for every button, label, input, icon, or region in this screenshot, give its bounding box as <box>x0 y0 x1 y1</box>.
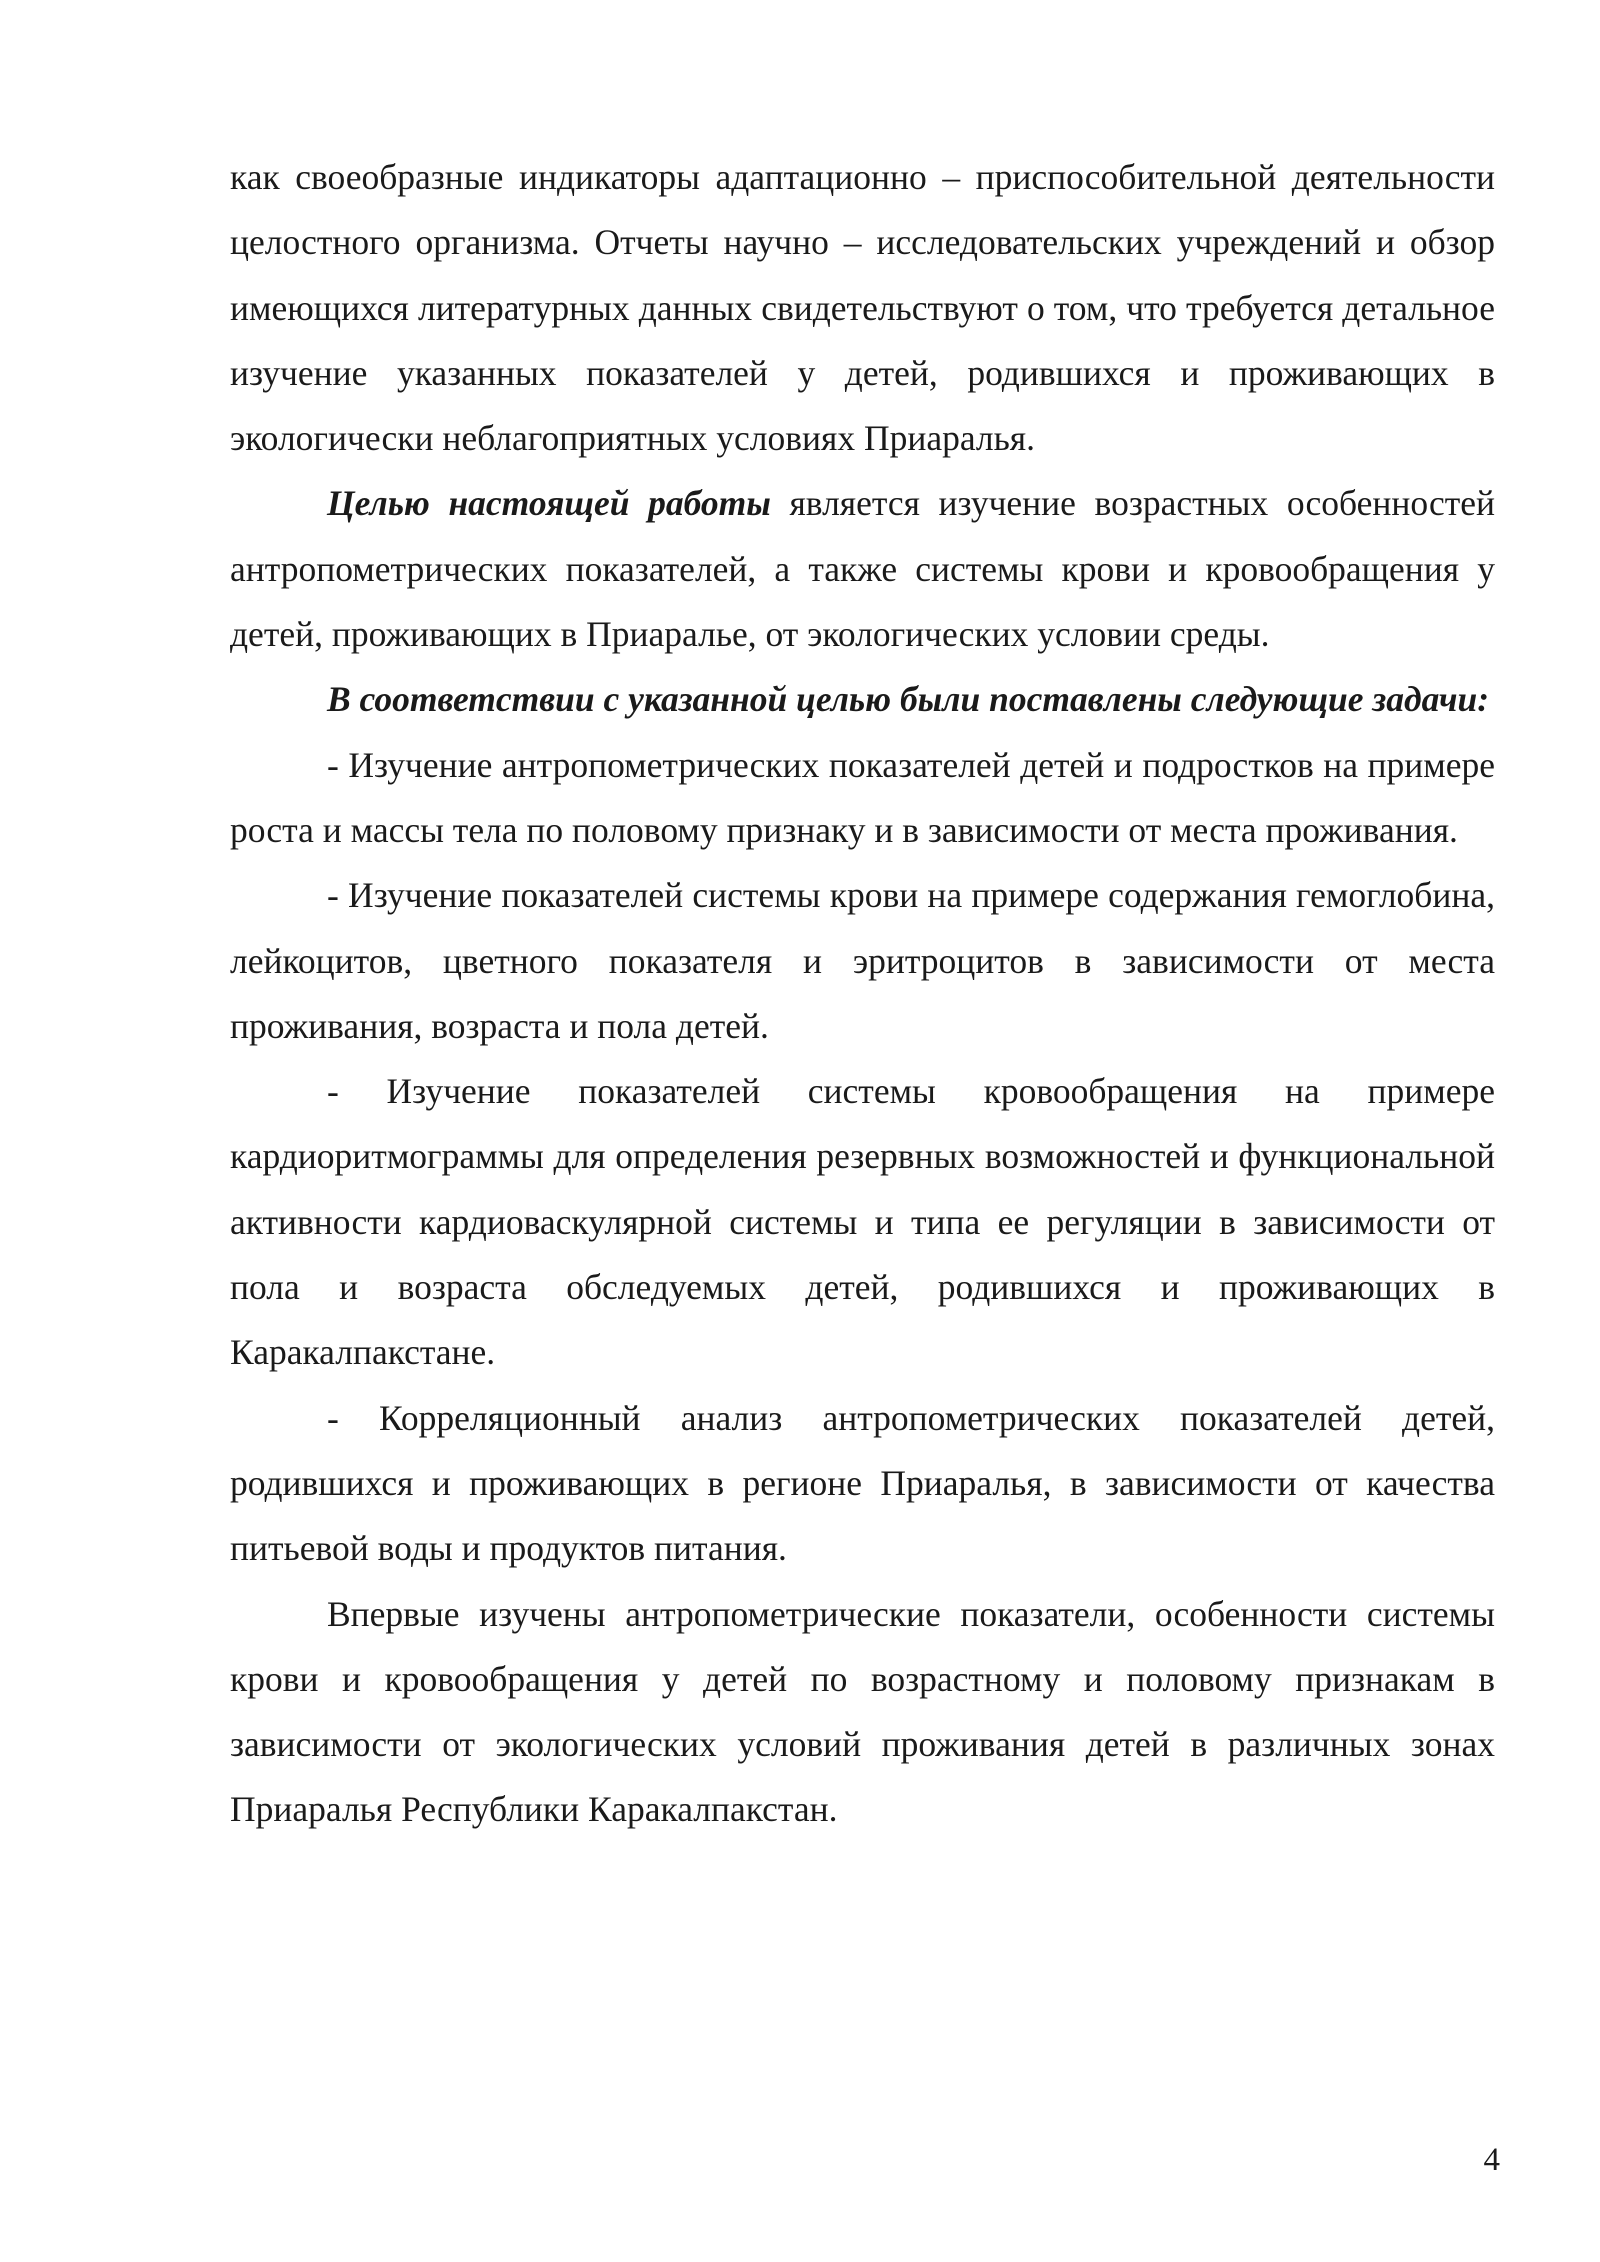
paragraph-text: Впервые изучены антропометрические показатели, особенности системы крови и кровообращения у детей по возрастному и половому признакам в зависимости от экологических условий проживания детей в различных зонах Приаралья Республики Каракалпакстан. <box>230 1593 1495 1830</box>
paragraph-intro-continuation <box>230 145 1495 471</box>
goal-emphasis: Целью настоящей работы <box>327 483 771 524</box>
task-text: - Изучение антропометрических показателей детей и подростков на примере роста и массы тела по половому признаку и в зависимости от места проживания. <box>230 744 1495 850</box>
task-text: - Изучение показателей системы крови на примере содержания гемоглобина, лейкоцитов, цветного показателя и эритроцитов в зависимости от места проживания, возраста и пола детей. <box>230 875 1495 1046</box>
document-body <box>230 145 1495 1843</box>
paragraph-novelty <box>230 1582 1495 1843</box>
task-text: - Корреляционный анализ антропометрических показателей детей, родившихся и проживающих в регионе Приаралья, в зависимости от качества питьевой воды и продуктов питания. <box>230 1397 1495 1569</box>
page-number: 4 <box>1483 2142 1500 2178</box>
tasks-heading: В соответствии с указанной целью были поставлены следующие задачи: <box>327 679 1490 720</box>
task-text: - Изучение показателей системы кровообращения на примере кардиоритмограммы для определения резервных возможностей и функциональной активности кардиоваскулярной системы и типа ее регуляции в зависимости от пола и возраста обследуемых детей, родившихся и проживающих в Каракалпакстане. <box>230 1071 1495 1373</box>
paragraph-research-goal <box>230 471 1495 667</box>
list-item-task-3 <box>230 1059 1495 1385</box>
paragraph-text: как своеобразные индикаторы адаптационно – приспособительной деятельности целостного организма. Отчеты научно – исследовательских учреждений и обзор имеющихся литературных данных свидетельствуют о том, что требуется детальное изучение указанных показателей у детей, родившихся и проживающих в экологически неблагоприятных условиях Приаралья. <box>230 157 1495 459</box>
list-item-task-2 <box>230 863 1495 1059</box>
paragraph-tasks-heading <box>230 667 1495 732</box>
list-item-task-4 <box>230 1386 1495 1582</box>
list-item-task-1 <box>230 733 1495 864</box>
paragraph-text: является изучение возрастных особенностей антропометрических показателей, а также системы крови и кровообращения у детей, проживающих в Приаралье, от экологических условии среды. <box>230 483 1495 655</box>
